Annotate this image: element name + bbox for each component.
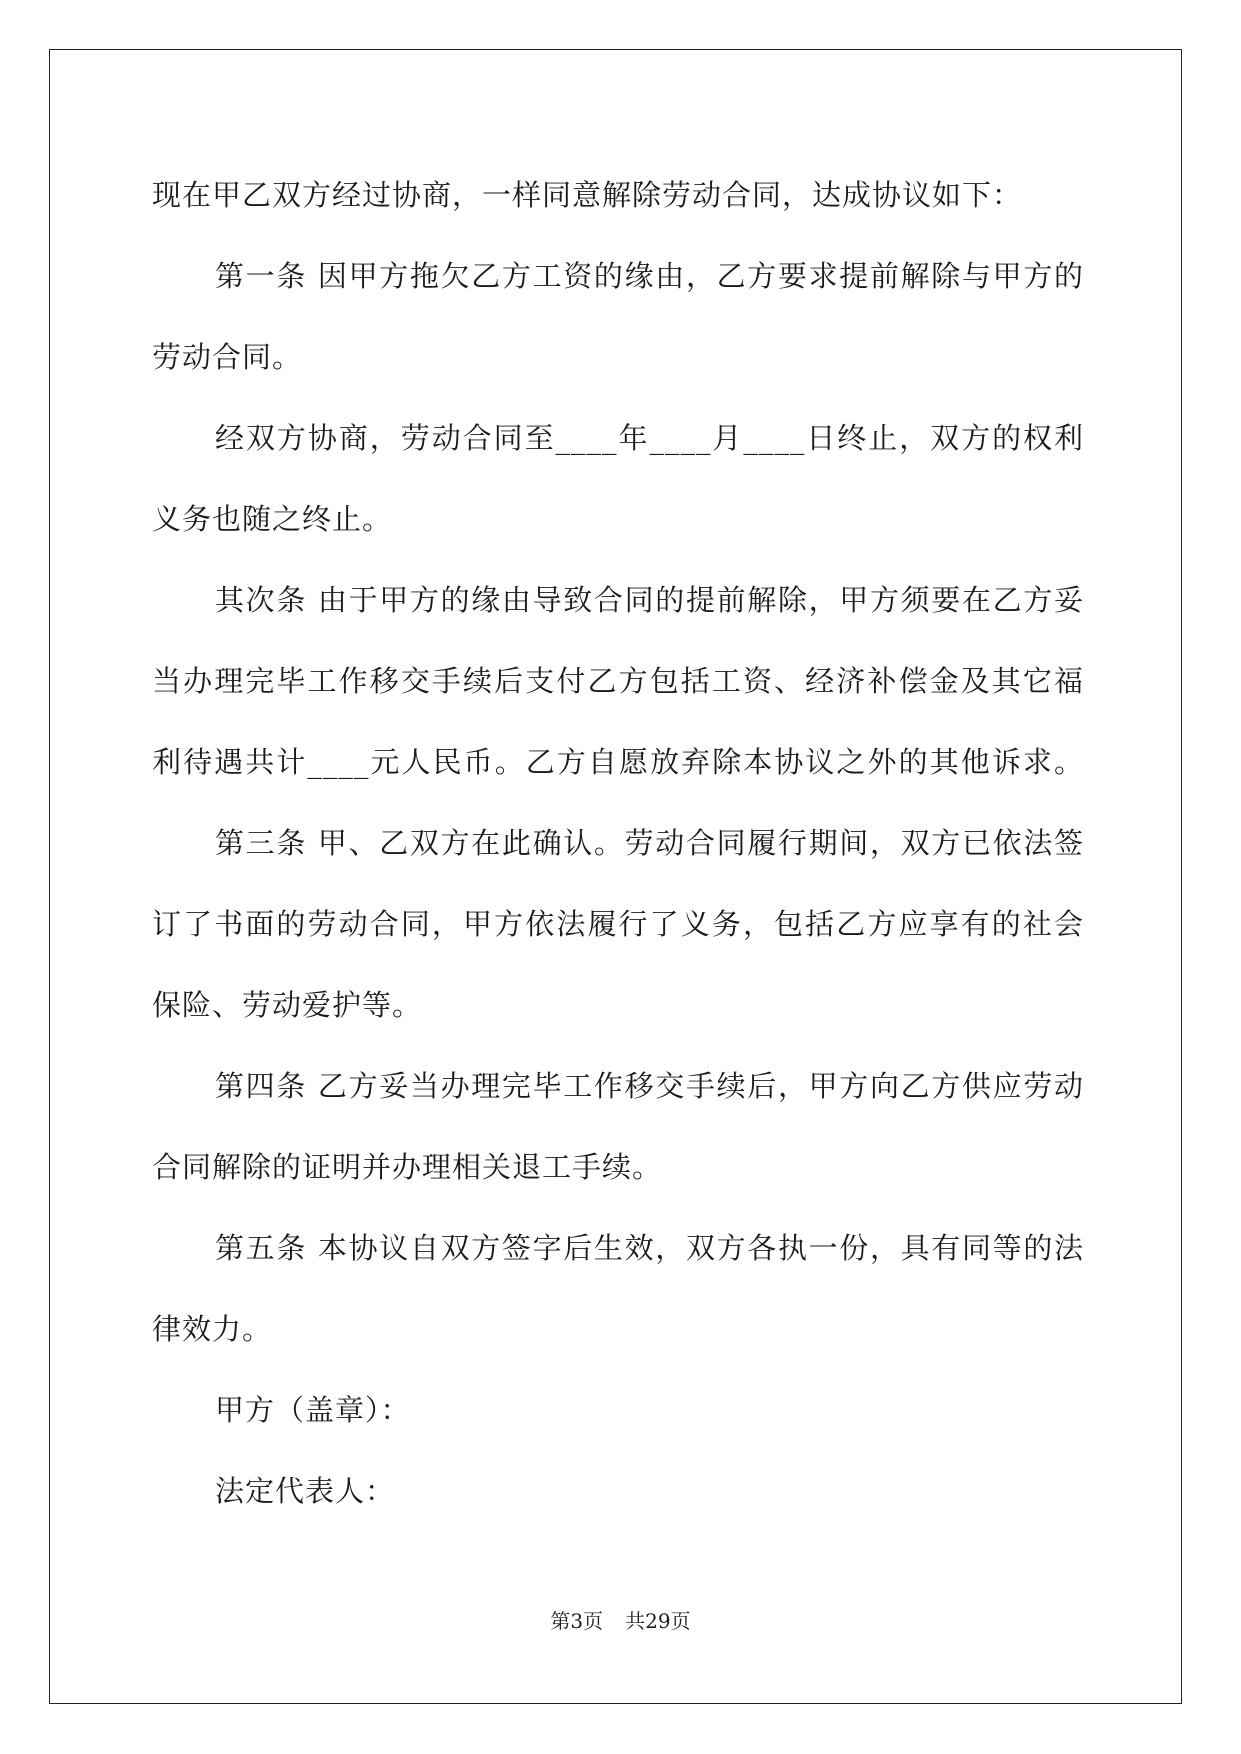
text-line: 甲方（盖章）： — [215, 1393, 411, 1427]
page-footer — [0, 1609, 1241, 1633]
text-line: 第四条 乙方妥当办理完毕工作移交手续后，甲方向乙方供应劳动 — [215, 1069, 1084, 1103]
text-line: 第五条 本协议自双方签字后生效，双方各执一份，具有同等的法 — [215, 1231, 1084, 1265]
text-line: 第三条 甲、乙双方在此确认。劳动合同履行期间，双方已依法签 — [215, 826, 1084, 860]
text-line: 劳动合同。 — [152, 340, 303, 374]
text-line: 第一条 因甲方拖欠乙方工资的缘由，乙方要求提前解除与甲方的 — [215, 259, 1084, 293]
text-line: 律效力。 — [152, 1312, 273, 1346]
text-line: 订了书面的劳动合同，甲方依法履行了义务，包括乙方应享有的社会 — [152, 907, 1084, 941]
text-line: 利待遇共计____元人民币。乙方自愿放弃除本协议之外的其他诉求。 — [152, 745, 1084, 779]
text-line: 合同解除的证明并办理相关退工手续。 — [152, 1150, 663, 1184]
page-total: 共29页 — [625, 1609, 691, 1633]
text-line: 经双方协商，劳动合同至____年____月____日终止，双方的权利 — [215, 421, 1084, 455]
text-line: 保险、劳动爱护等。 — [152, 988, 423, 1022]
text-line: 当办理完毕工作移交手续后支付乙方包括工资、经济补偿金及其它福 — [152, 664, 1084, 698]
document-body — [152, 155, 1084, 1532]
text-line: 义务也随之终止。 — [152, 502, 393, 536]
text-line: 其次条 由于甲方的缘由导致合同的提前解除，甲方须要在乙方妥 — [215, 583, 1084, 617]
page-number: 第3页 — [550, 1609, 604, 1633]
text-line: 法定代表人： — [215, 1474, 396, 1508]
text-line: 现在甲乙双方经过协商，一样同意解除劳动合同，达成协议如下： — [152, 178, 1023, 212]
